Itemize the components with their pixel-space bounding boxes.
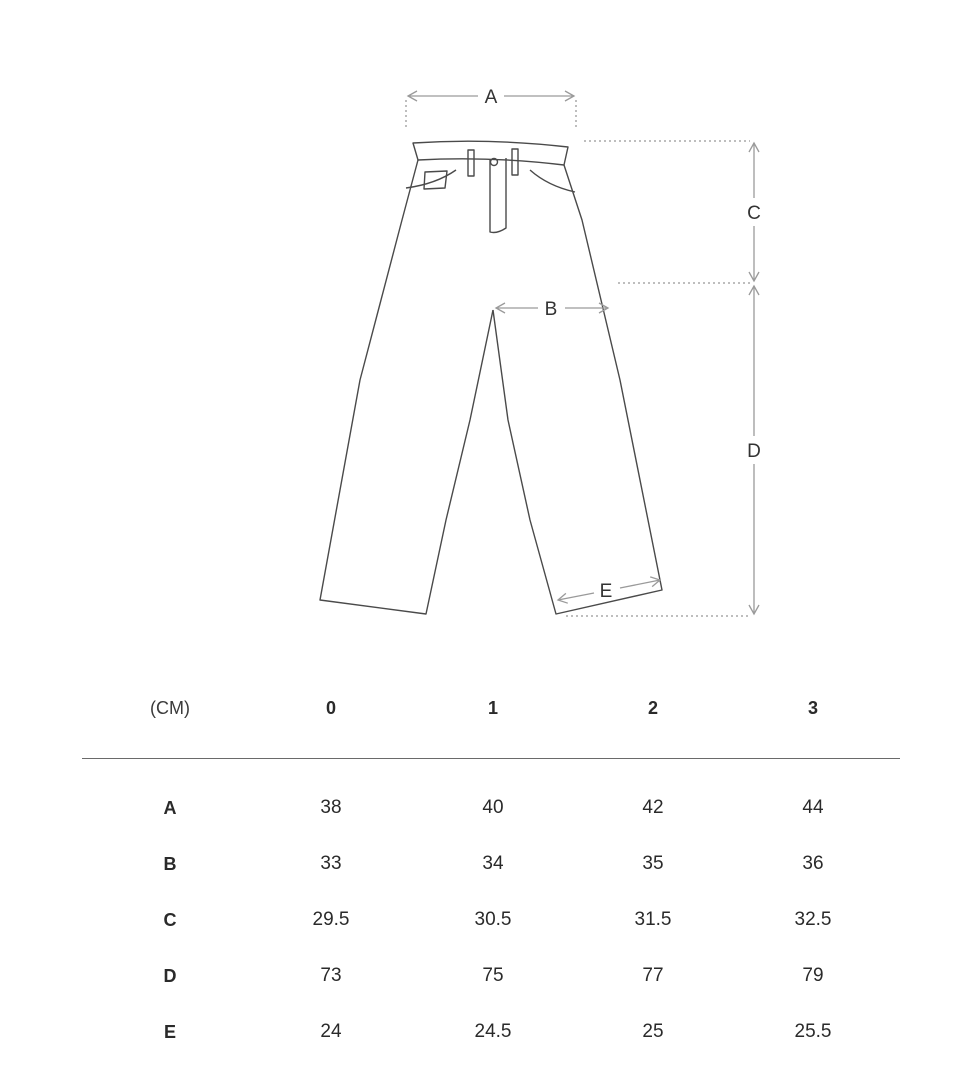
cell-b-0: 33: [320, 853, 342, 874]
cell-e-3: 25.5: [794, 1021, 832, 1042]
cell-c-3: 32.5: [794, 909, 832, 930]
left-leg: [320, 160, 493, 614]
row-label-e: E: [163, 1022, 176, 1042]
cell-e-2: 25: [642, 1021, 664, 1042]
cell-a-0: 38: [320, 797, 342, 818]
size-header-3: 3: [807, 698, 818, 718]
guide-lines: [406, 100, 750, 616]
cell-e-0: 24: [320, 1021, 342, 1042]
size-header-2: 2: [647, 698, 658, 718]
right-leg: [493, 165, 662, 614]
cell-b-1: 34: [482, 853, 504, 874]
cell-d-0: 73: [320, 965, 342, 986]
belt-loop-right: [512, 149, 518, 175]
table-body: [82, 780, 900, 1060]
pants-outline: [320, 141, 662, 614]
size-header-0: 0: [325, 698, 336, 718]
cell-a-3: 44: [802, 797, 824, 818]
dimension-a: [408, 87, 574, 108]
row-label-d: D: [163, 966, 177, 986]
cell-d-2: 77: [642, 965, 664, 986]
label-a: A: [484, 87, 498, 108]
label-c: C: [747, 203, 761, 224]
header-divider: [82, 758, 900, 759]
cell-c-0: 29.5: [312, 909, 350, 930]
table-row-a: [82, 780, 900, 836]
cell-d-3: 79: [802, 965, 824, 986]
label-d: D: [747, 441, 761, 462]
dimension-c: [747, 143, 761, 281]
table-row-d: [82, 948, 900, 1004]
arrow-e-left: [558, 593, 594, 600]
row-label-c: C: [163, 910, 177, 930]
cell-c-1: 30.5: [474, 909, 512, 930]
cell-b-2: 35: [642, 853, 664, 874]
coin-pocket: [424, 171, 447, 189]
cell-e-1: 24.5: [474, 1021, 512, 1042]
table-header-row: [82, 680, 900, 736]
cell-d-1: 75: [482, 965, 504, 986]
table-row-e: [82, 1004, 900, 1060]
cell-a-2: 42: [642, 797, 664, 818]
size-header-1: 1: [487, 698, 498, 718]
cell-b-3: 36: [802, 853, 824, 874]
table-row-c: [82, 892, 900, 948]
label-e: E: [599, 581, 613, 602]
arrow-e-right: [620, 580, 660, 588]
dimension-d: [747, 286, 761, 614]
label-b: B: [544, 299, 558, 320]
pocket-right: [530, 170, 575, 192]
dimension-e: [558, 580, 660, 602]
size-chart-table: [82, 680, 900, 1042]
cell-a-1: 40: [482, 797, 504, 818]
belt-loop-left: [468, 150, 474, 176]
row-label-b: B: [163, 854, 177, 874]
dimension-b: [496, 299, 608, 320]
table-row-b: [82, 836, 900, 892]
unit-header: (CM): [150, 698, 190, 718]
row-label-a: A: [163, 798, 177, 818]
fly-seam: [490, 158, 506, 233]
cell-c-2: 31.5: [634, 909, 672, 930]
